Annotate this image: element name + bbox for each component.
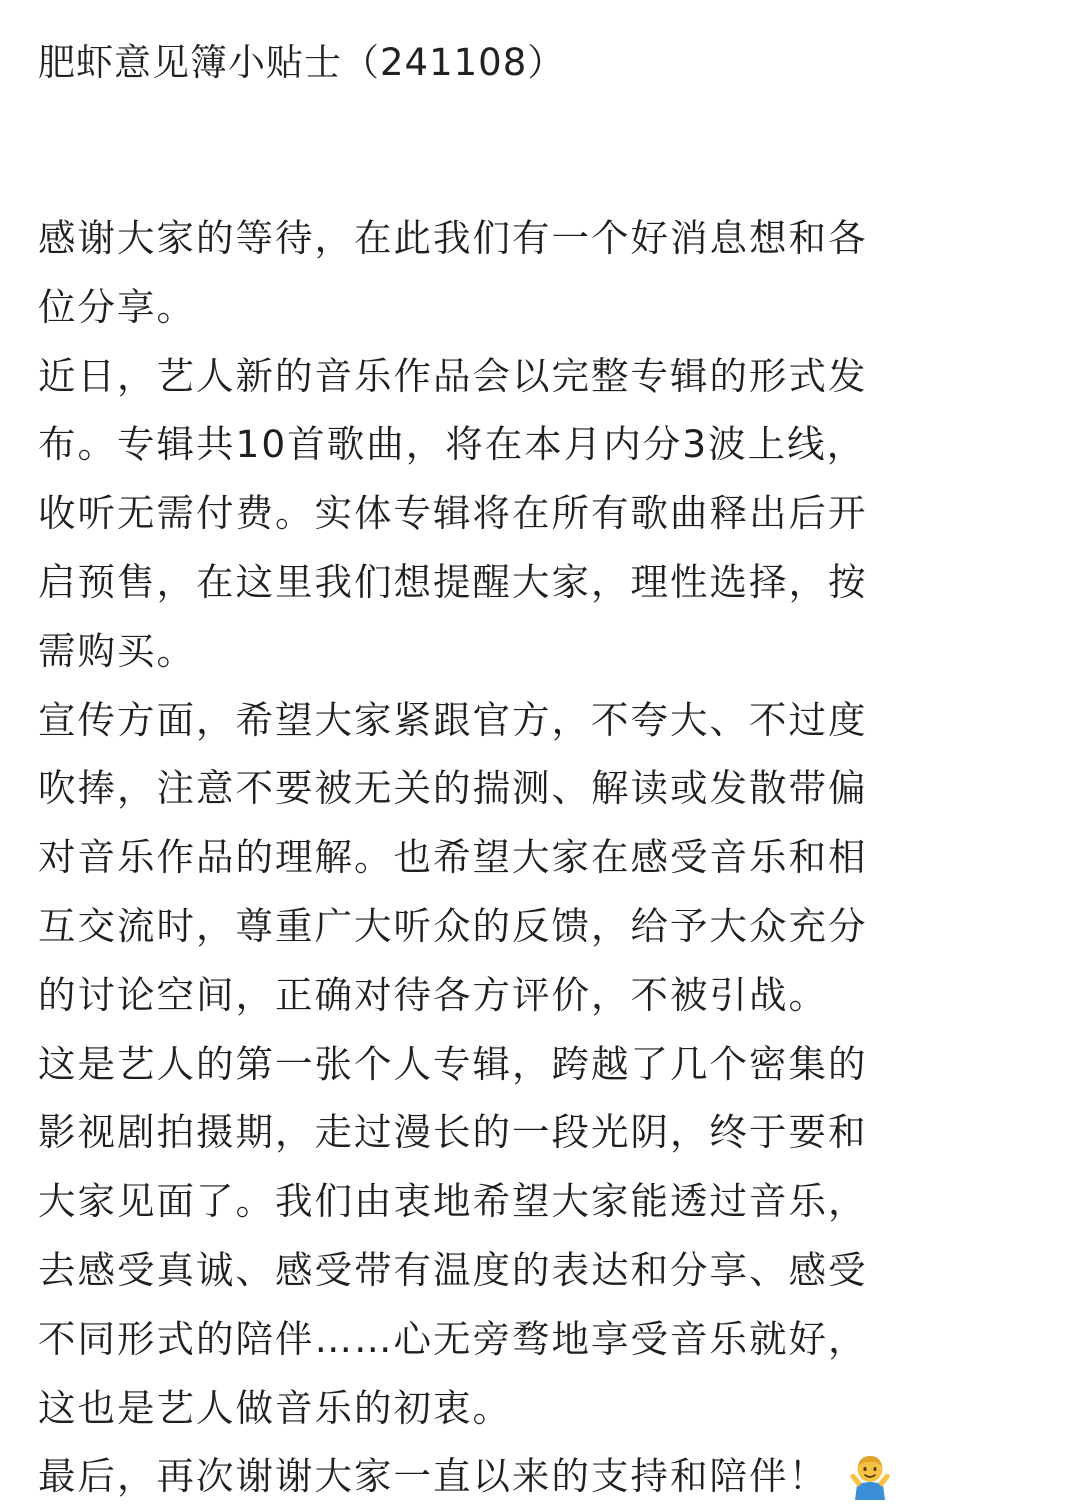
paragraph-promotion: 宣传方面，希望大家紧跟官方，不夸大、不过度 吹捧，注意不要被无关的揣测、解读或发散带偏 对音乐作品的理解。也希望大家在感受音乐和相 互交流时，尊重广大听众的反馈，给予大众充分 的讨论空间，正确对待各方评价，不被引战。: [38, 697, 868, 1017]
paragraph-good-news: 感谢大家的等待，在此我们有一个好消息想和各 位分享。: [38, 216, 868, 329]
closing-line: [38, 1442, 1038, 1511]
note: [38, 34, 1038, 1511]
note-title: 肥虾意见簿小贴士（241108）: [38, 41, 566, 84]
closing-text: 最后，再次谢谢大家一直以来的支持和陪伴！: [38, 1454, 828, 1499]
hugging-person-emoji-icon: [848, 1452, 892, 1502]
paragraph-album-release: 近日，艺人新的音乐作品会以完整专辑的形式发 布。专辑共10首歌曲，将在本月内分3波上线， 收听无需付费。实体专辑将在所有歌曲释出后开 启预售，在这里我们想提醒大家，理性选择，按 需购买。: [38, 353, 868, 673]
note-body: [38, 204, 1038, 1511]
paragraph-first-album: 这是艺人的第一张个人专辑，跨越了几个密集的 影视剧拍摄期，走过漫长的一段光阴，终于要和 大家见面了。我们由衷地希望大家能透过音乐， 去感受真诚、感受带有温度的表达和分享、感受 不同形式的陪伴……心无旁骛地享受音乐就好， 这也是艺人做音乐的初衷。: [38, 1041, 868, 1430]
